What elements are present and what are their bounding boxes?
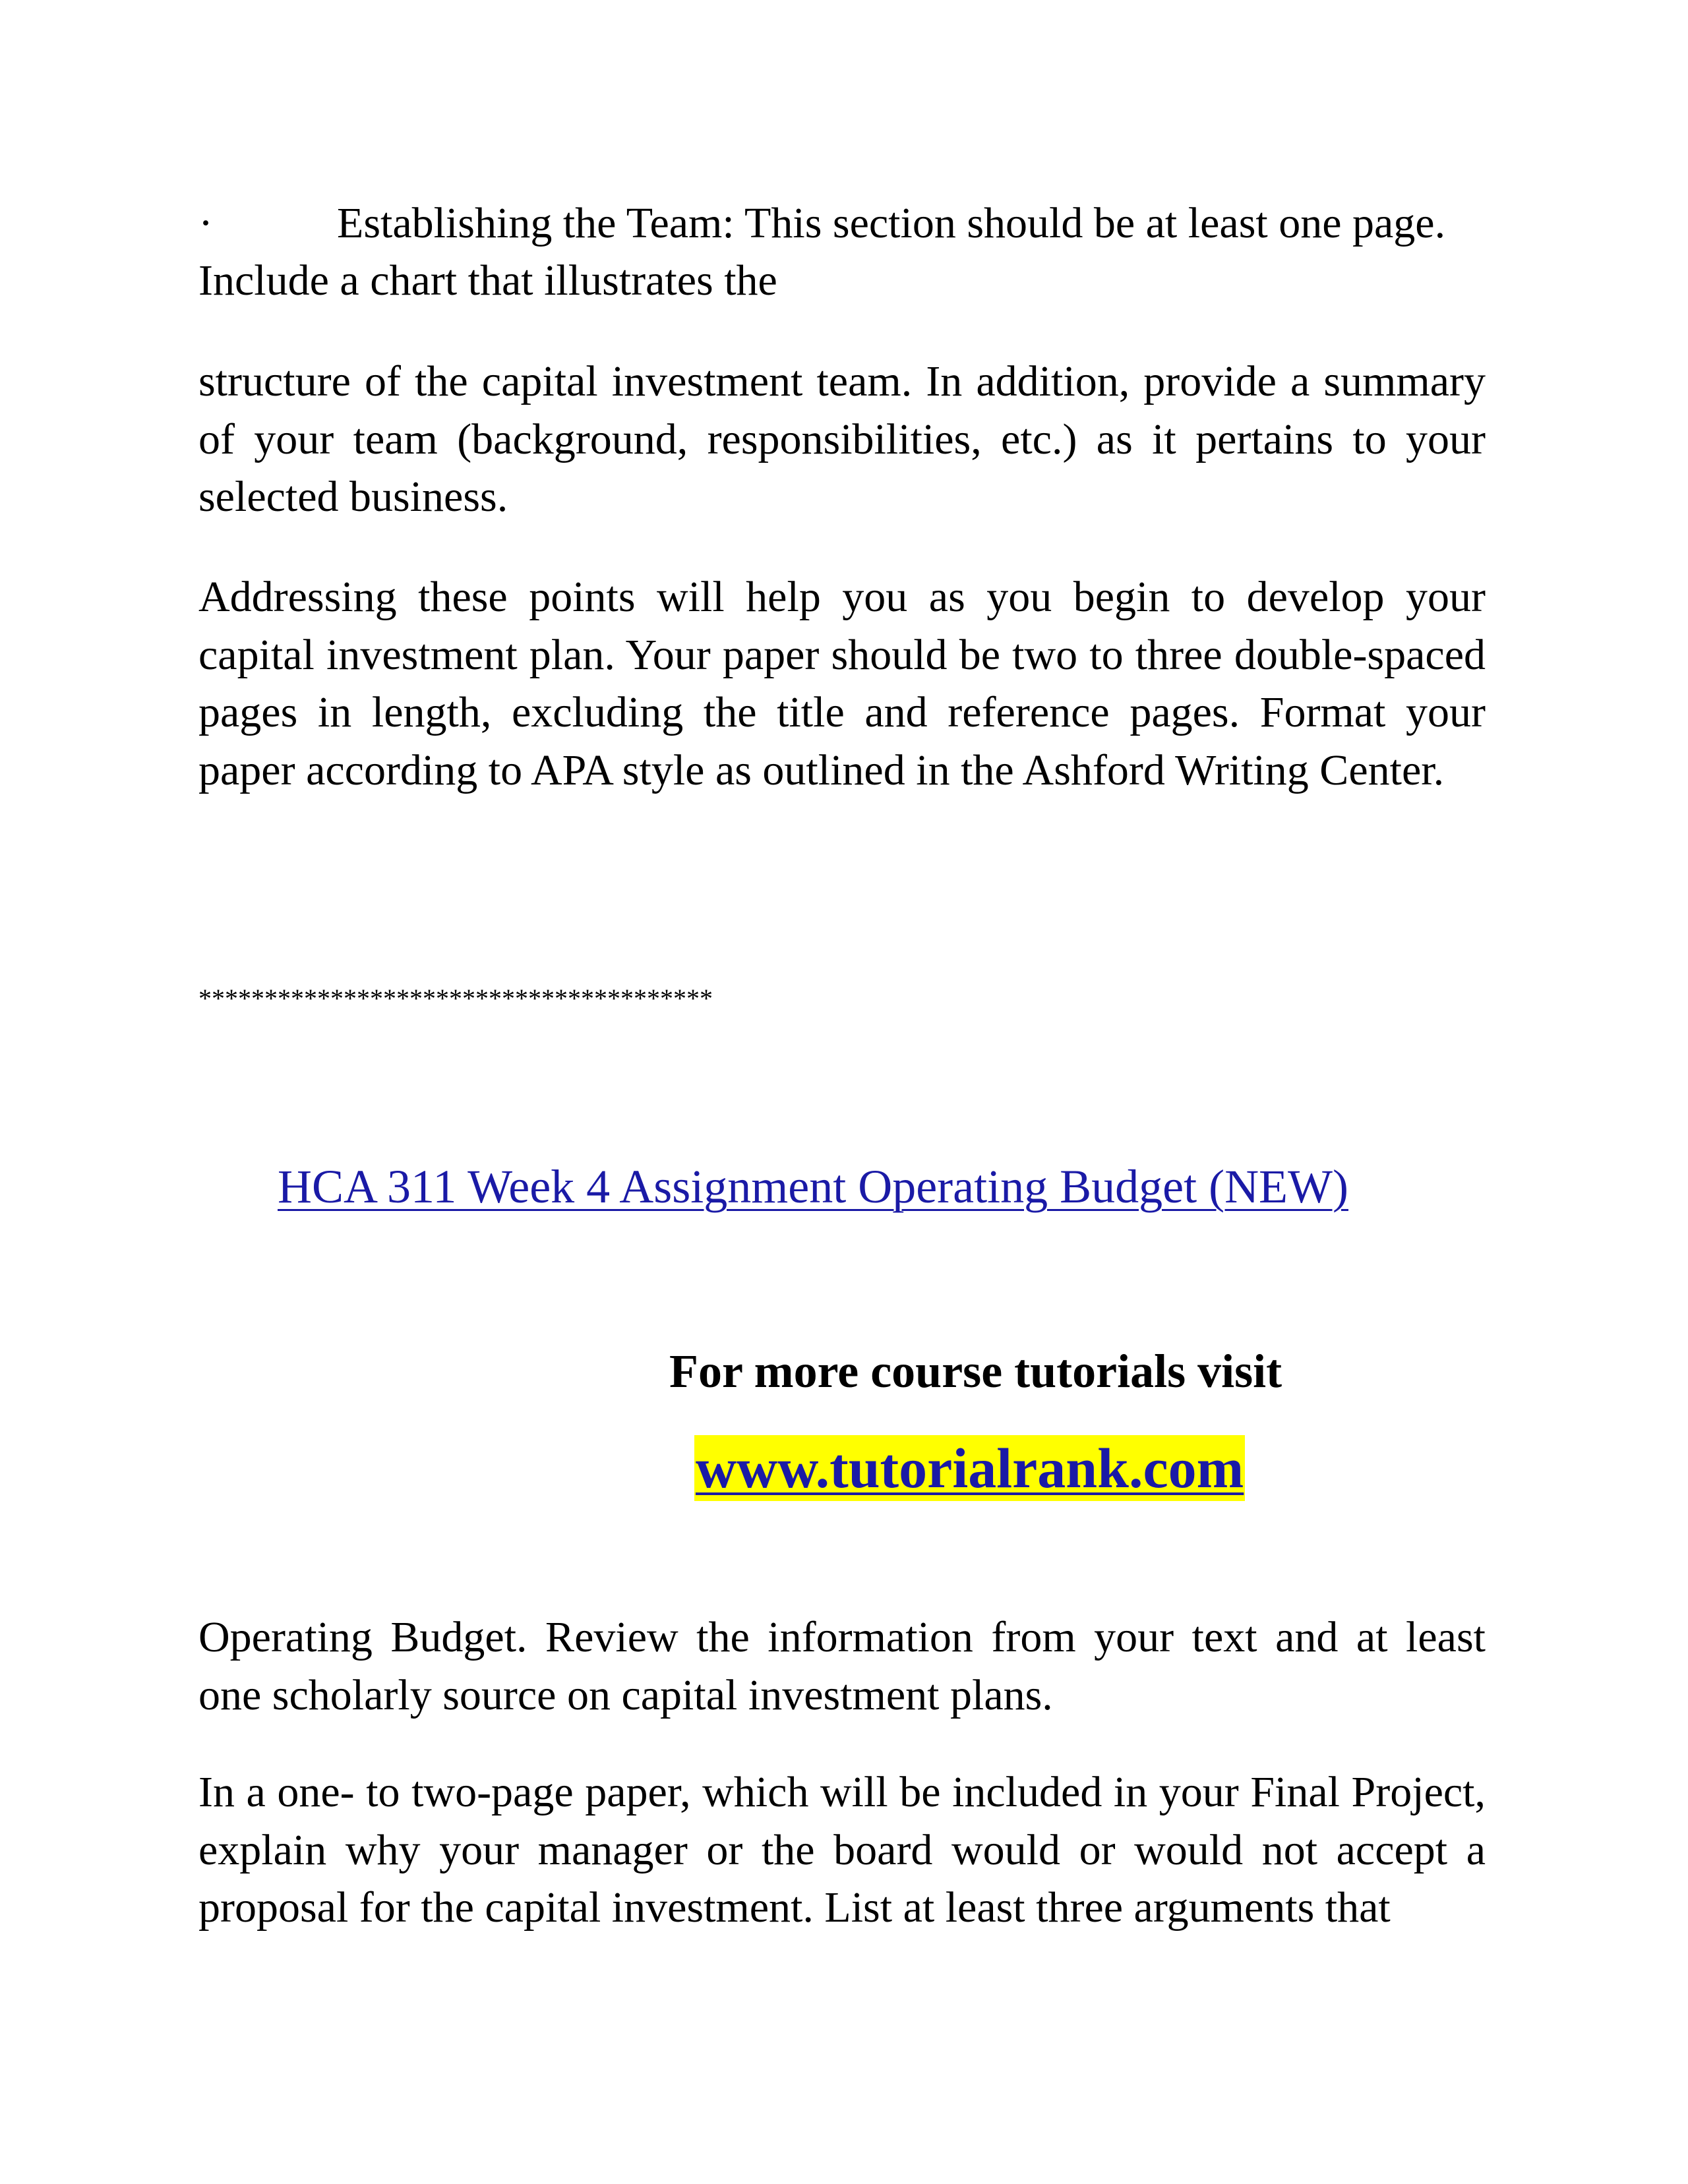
asterisk-separator: *************************************** [198,984,713,1013]
paragraph-team-structure: structure of the capital investment team. In addition, provide a summary of your team (background, responsibilities, etc.) as it pertains to your selected business. [198,357,1486,521]
tutorialrank-site-link[interactable]: www.tutorialrank.com [696,1436,1244,1500]
bullet-marker: · [198,199,213,247]
paragraph-addressing-points: Addressing these points will help you as you begin to develop your capital investment plan. Your paper should be two to three double-spaced pages in length, excluding the title and reference pages. Format your paper according to APA style as outlined in the Ashford Writing Center. [198,573,1486,794]
promo-visit-text: For more course tutorials visit [669,1345,1282,1398]
bullet-item-establishing-team [198,194,1486,252]
assignment-title-link[interactable]: HCA 311 Week 4 Assignment Operating Budget (NEW) [278,1160,1348,1213]
bullet-item-text: Establishing the Team: This section should be at least one page. [337,199,1446,247]
paragraph-operating-budget: Operating Budget. Review the information from your text and at least one scholarly source on capital investment plans. [198,1613,1486,1719]
paragraph-one-to-two-page: In a one- to two-page paper, which will be included in your Final Project, explain why your manager or the board would or would not accept a proposal for the capital investment. List at least three arguments that [198,1768,1486,1932]
bullet-item-continuation: Include a chart that illustrates the [198,256,777,305]
